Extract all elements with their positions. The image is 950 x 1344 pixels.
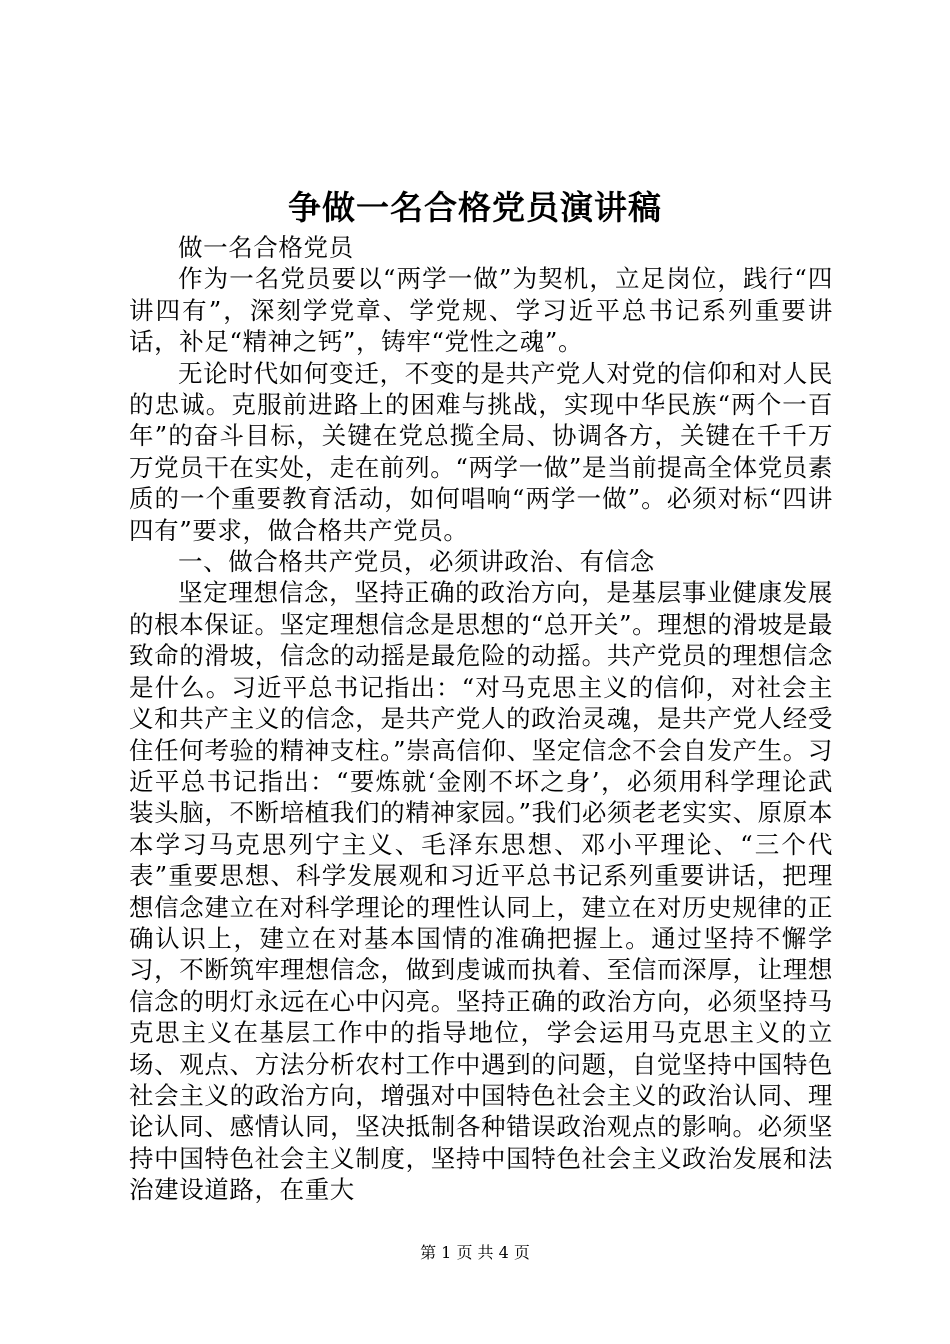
paragraph: 作为一名党员要以“两学一做”为契机，立足岗位，践行“四讲四有”，深刻学党章、学党规、学习近平总书记系列重要讲话，补足“精神之钙”，铸牢“党性之魂”。 [129, 264, 833, 357]
page-footer: 第 1 页 共 4 页 [420, 1243, 530, 1262]
paragraph: 坚定理想信念，坚持正确的政治方向，是基层事业健康发展的根本保证。坚定理想信念是思想的“总开关”。理想的滑坡是最致命的滑坡，信念的动摇是最危险的动摇。共产党员的理想信念是什么。习近平总书记指出：“对马克思主义的信仰，对社会主义和共产主义的信念，是共产党人的政治灵魂，是共产党人经受住任何考验的精神支柱。”崇高信仰、坚定信念不会自发产生。习近平总书记指出：“要炼就‘金刚不坏之身’，必须用科学理论武装头脑，不断培植我们的精神家园。”我们必须老老实实、原原本本学习马克思列宁主义、毛泽东思想、邓小平理论、“三个代表”重要思想、科学发展观和习近平总书记系列重要讲话，把理想信念建立在对科学理论的理性认同上，建立在对历史规律的正确认识上，建立在对基本国情的准确把握上。通过坚持不懈学习，不断筑牢理想信念，做到虔诚而执着、至信而深厚，让理想信念的明灯永远在心中闪亮。坚持正确的政治方向，必须坚持马克思主义在基层工作中的指导地位，学会运用马克思主义的立场、观点、方法分析农村工作中遇到的问题，自觉坚持中国特色社会主义的政治方向，增强对中国特色社会主义的政治认同、理论认同、感情认同，坚决抵制各种错误政治观点的影响。必须坚持中国特色社会主义制度，坚持中国特色社会主义政治发展和法治建设道路，在重大 [129, 578, 833, 1205]
section-heading: 一、做合格共产党员，必须讲政治、有信念 [178, 547, 655, 577]
paragraph-subtitle: 做一名合格党员 [178, 233, 354, 262]
document-body [129, 232, 833, 1206]
document-title: 争做一名合格党员演讲稿 [288, 188, 662, 227]
paragraph: 无论时代如何变迁，不变的是共产党人对党的信仰和对人民的忠诚。克服前进路上的困难与挑战，实现中华民族“两个一百年”的奋斗目标，关键在党总揽全局、协调各方，关键在千千万万党员干在实处，走在前列。“两学一做”是当前提高全体党员素质的一个重要教育活动，如何唱响“两学一做”。必须对标“四讲四有”要求，做合格共产党员。 [129, 358, 833, 545]
